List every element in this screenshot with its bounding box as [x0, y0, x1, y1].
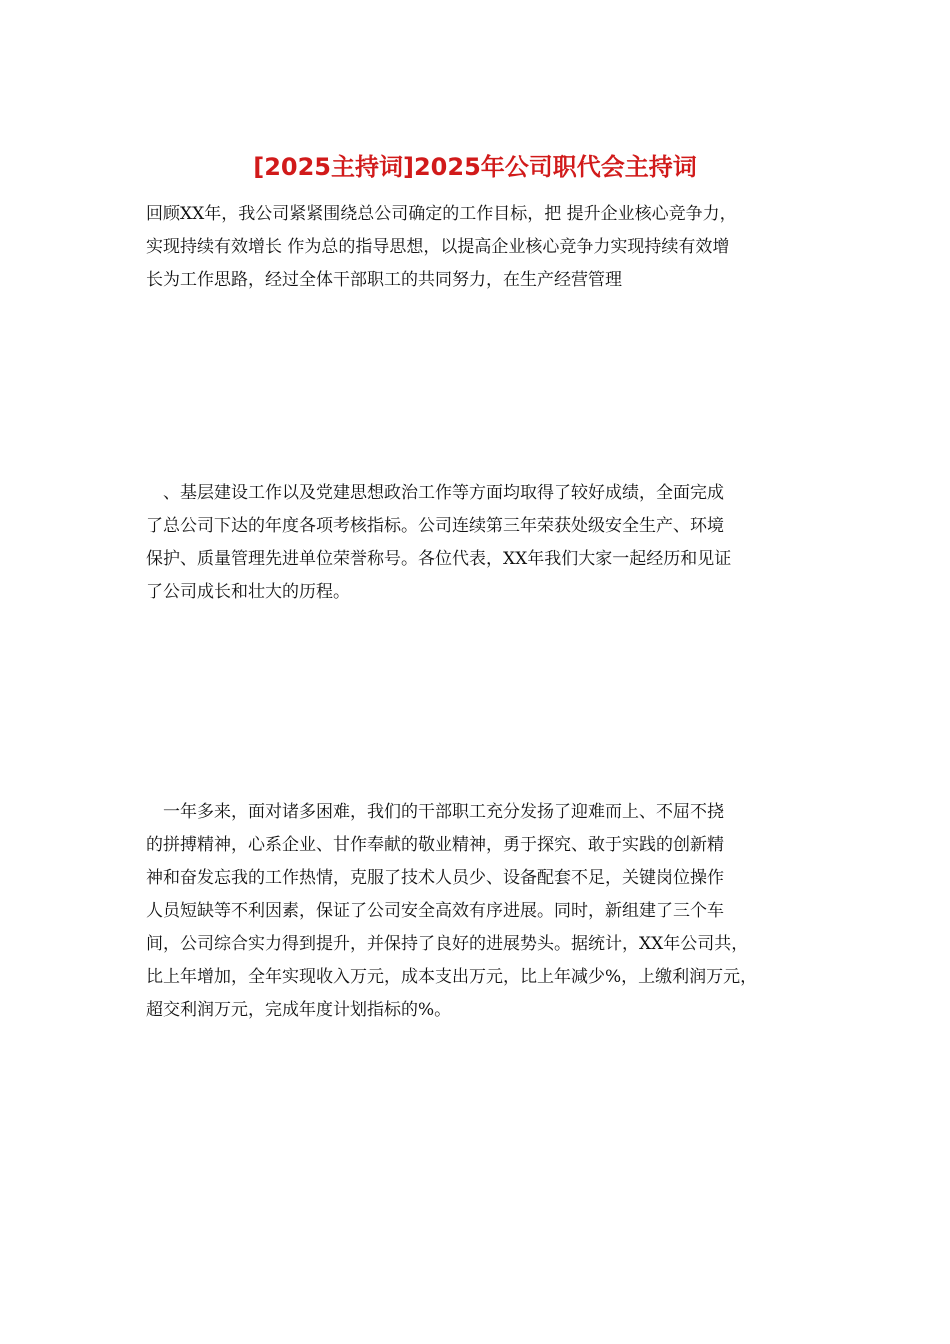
paragraph-line: 人员短缺等不利因素，保证了公司安全高效有序进展。同时，新组建了三个车 [146, 901, 724, 921]
paragraph-line: 比上年增加，全年实现收入万元，成本支出万元，比上年减少%，上缴利润万元， [146, 967, 758, 987]
paragraph-line: 了总公司下达的年度各项考核指标。公司连续第三年荣获处级安全生产、环境 [146, 516, 724, 536]
paragraph-line: 实现持续有效增长 作为总的指导思想，以提高企业核心竞争力实现持续有效增 [146, 237, 730, 257]
paragraph-2 [146, 477, 814, 609]
paragraph-line: 长为工作思路，经过全体干部职工的共同努力，在生产经营管理 [146, 270, 622, 290]
paragraph-1 [146, 198, 814, 297]
paragraph-line: 间，公司综合实力得到提升，并保持了良好的进展势头。据统计，XX年公司共， [146, 934, 749, 954]
document-title: [2025主持词]2025年公司职代会主持词 [253, 153, 697, 181]
paragraph-line: 、基层建设工作以及党建思想政治工作等方面均取得了较好成绩，全面完成 [146, 483, 724, 503]
paragraph-line: 了公司成长和壮大的历程。 [146, 582, 350, 602]
paragraph-line: 一年多来，面对诸多困难，我们的干部职工充分发扬了迎难而上、不屈不挠 [146, 802, 724, 822]
paragraph-line: 超交利润万元，完成年度计划指标的%。 [146, 1000, 452, 1020]
paragraph-line: 神和奋发忘我的工作热情，克服了技术人员少、设备配套不足，关键岗位操作 [146, 868, 724, 888]
paragraph-3 [146, 796, 814, 1027]
paragraph-line: 保护、质量管理先进单位荣誉称号。各位代表，XX年我们大家一起经历和见证 [146, 549, 732, 569]
paragraph-line: 的拼搏精神，心系企业、甘作奉献的敬业精神，勇于探究、敢于实践的创新精 [146, 835, 724, 855]
paragraph-line: 回顾XX年，我公司紧紧围绕总公司确定的工作目标，把 提升企业核心竞争力， [146, 204, 737, 224]
